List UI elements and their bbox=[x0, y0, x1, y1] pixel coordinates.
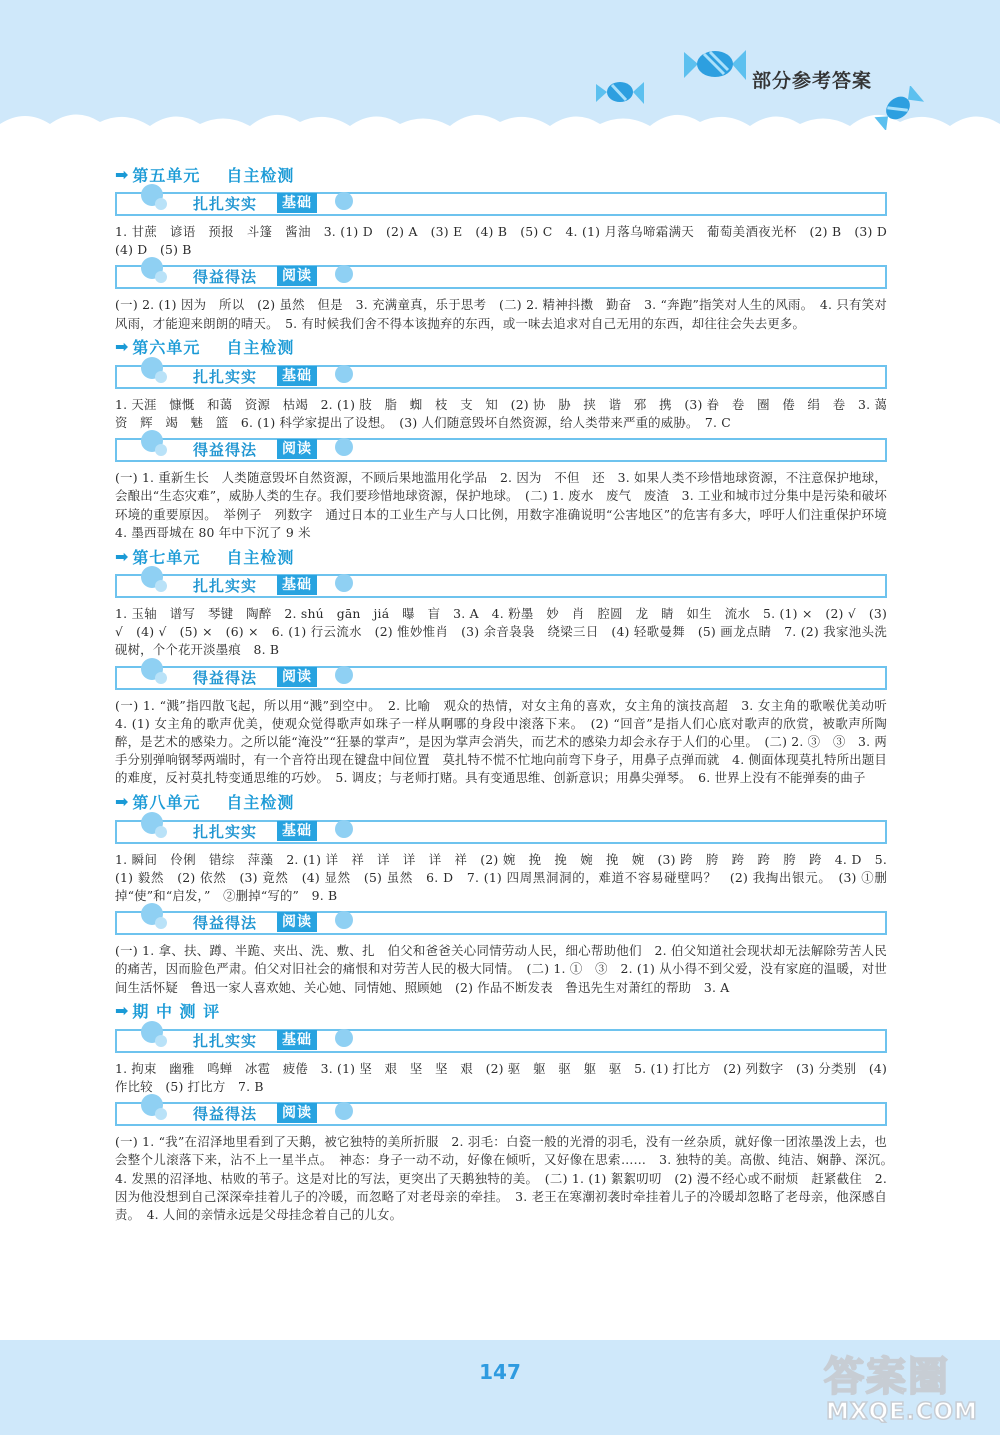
section-label: 得益得法 bbox=[193, 268, 258, 287]
section-tag: 阅读 bbox=[277, 1103, 317, 1123]
section-tag: 基础 bbox=[277, 575, 317, 595]
bubble-icon bbox=[155, 444, 167, 456]
unit-subtitle: 自主检测 bbox=[226, 165, 295, 185]
unit-title: 第八单元 bbox=[132, 793, 201, 813]
candy-icon bbox=[872, 86, 924, 130]
unit-heading bbox=[115, 999, 887, 1023]
bubble-icon bbox=[335, 1102, 353, 1120]
bubble-icon bbox=[155, 1035, 167, 1047]
unit-title: 期 中 测 评 bbox=[132, 1002, 221, 1022]
bubble-icon bbox=[155, 371, 167, 383]
section-banner bbox=[115, 265, 887, 289]
answer-paragraph: (一) 1. 重新生长 人类随意毁坏自然资源，不顾后果地滥用化学品 2. 因为 不但 还 3. 如果人类不珍惜地球资源，不注意保护地球，会酿出“生态灾难”，威胁人类的生存。我们要珍惜地球资源，保护地球。 (二) 1. 废水 废气 废渣 3. 工业和城市过分集中是污染和破坏环境的重要原因。 举例子 列数字 通过日本的工业生产与人口比例，用数字准确说明“公害地区”的危害有多大，呼吁人们注重保护环境 4. 墨西哥城在 80 年中下沉了 9 米 bbox=[115, 470, 900, 540]
section-label: 得益得法 bbox=[193, 441, 258, 460]
section-label: 扎扎实实 bbox=[193, 822, 258, 841]
answer-paragraph: (一) 2. (1) 因为 所以 (2) 虽然 但是 3. 充满童真，乐于思考 (二) 2. 精神抖擞 勤奋 3. “奔跑”指笑对人生的风雨。 4. 只有笑对风雨，才能迎来朗朗的晴天。 5. 有时候我们舍不得本该抛弃的东西，或一味去追求对自己无用的东西，却往往会失去更多。 bbox=[115, 297, 887, 331]
bubble-icon bbox=[335, 574, 353, 592]
section-tag: 基础 bbox=[277, 1030, 317, 1050]
watermark-logo bbox=[822, 1345, 992, 1430]
section-banner bbox=[115, 1102, 887, 1126]
answer-paragraph: 1. 瞬间 伶俐 错综 萍藻 2. (1) 详 祥 详 详 详 祥 (2) 婉 挽 挽 婉 挽 婉 (3) 跨 胯 跨 跨 胯 跨 4. D 5. (1) 毅然 (2) 依然 (3) 竟然 (4) 显然 (5) 虽然 6. D 7. (1) 四周黑洞洞的，难道不容易碰壁吗？ (2) 我掏出银元。 (3) ①删掉“使”和“启发，” ②删掉“写的” 9. B bbox=[115, 851, 887, 904]
answer-paragraph: 1. 甘蔗 谚语 预报 斗篷 酱油 3. (1) D (2) A (3) E (4) B (5) C 4. (1) 月落乌啼霜满天 葡萄美酒夜光杯 (2) B (3) D (4) D (5) B bbox=[115, 224, 900, 258]
bubble-icon bbox=[335, 192, 353, 210]
bubble-icon bbox=[335, 365, 353, 383]
section-label: 得益得法 bbox=[193, 668, 258, 687]
unit-title: 第七单元 bbox=[132, 547, 201, 567]
section-banner bbox=[115, 365, 887, 389]
bubble-icon bbox=[155, 917, 167, 929]
unit-title: 第五单元 bbox=[132, 165, 201, 185]
bubble-icon bbox=[155, 271, 167, 283]
arrow-right-icon: ➡ bbox=[115, 792, 129, 812]
bubble-icon bbox=[335, 911, 353, 929]
bubble-icon bbox=[155, 198, 167, 210]
section-banner bbox=[115, 911, 887, 935]
bubble-icon bbox=[155, 672, 167, 684]
unit-heading bbox=[115, 162, 887, 186]
section-tag: 基础 bbox=[277, 366, 317, 386]
answer-paragraph: (一) 1. 拿、扶、蹲、半跪、夹出、洗、敷、扎 伯父和爸爸关心同情劳动人民，细心帮助他们 2. 伯父知道社会现状却无法解除劳苦人民的痛苦，因而脸色严肃。伯父对旧社会的痛恨和对劳苦人民的极大同情。 (二) 1. ① ③ 2. (1) 从小得不到父爱，没有家庭的温暖，对世间生活怀疑 鲁迅一家人喜欢她、关心她、同情她、照顾她 (2) 作品不断发表 鲁迅先生对萧红的帮助 3. A bbox=[115, 943, 887, 995]
unit-subtitle: 自主检测 bbox=[226, 338, 295, 358]
arrow-right-icon: ➡ bbox=[115, 164, 129, 184]
bubble-icon bbox=[155, 826, 167, 838]
section-banner bbox=[115, 666, 887, 690]
answer-paragraph: 1. 拘束 幽雅 鸣蝉 冰雹 疲倦 3. (1) 坚 艰 坚 坚 艰 (2) 驱 躯 驱 躯 驱 5. (1) 打比方 (2) 列数字 (3) 分类别 (4) 作比较 (5) 打比方 7. B bbox=[115, 1060, 887, 1095]
section-tag: 阅读 bbox=[277, 667, 317, 687]
bubble-icon bbox=[335, 265, 353, 283]
unit-title: 第六单元 bbox=[132, 338, 201, 358]
section-banner bbox=[115, 574, 887, 598]
answer-paragraph: (一) 1. “我”在沼泽地里看到了天鹅，被它独特的美所折服 2. 羽毛：白瓷一般的光滑的羽毛，没有一丝杂质，就好像一团浓墨泼上去，也会整个儿滚落下来，沾不上一星半点。 神态：身子一动不动，好像在倾听，又好像在思索…… 3. 独特的美。高傲、纯洁、娴静、深沉。 4. 发黑的沼泽地、枯败的苇子。这是对比的写法，更突出了天鹅独特的美。 (二) 1. (1) 絮絮叨叨 (2) 漫不经心或不耐烦 赶紧截住 2. 因为他没想到自己深深牵挂着儿子的冷暖，而忽略了对老母亲的牵挂。 3. 老王在寒潮初袭时牵挂着儿子的冷暖却忽略了老母亲，他深感自责。 4. 人间的亲情永远是父母挂念着自己的儿女。 bbox=[115, 1134, 900, 1223]
section-tag: 阅读 bbox=[277, 439, 317, 459]
header-title: 部分参考答案 bbox=[752, 70, 873, 92]
bubble-icon bbox=[155, 580, 167, 592]
candy-icon bbox=[680, 42, 750, 90]
answer-content bbox=[115, 160, 900, 1224]
arrow-right-icon: ➡ bbox=[115, 337, 129, 357]
section-label: 得益得法 bbox=[193, 914, 258, 933]
unit-subtitle: 自主检测 bbox=[226, 793, 295, 813]
bubble-icon bbox=[335, 1029, 353, 1047]
section-banner bbox=[115, 820, 887, 844]
cloud-edge bbox=[0, 102, 1000, 142]
unit-heading bbox=[115, 790, 887, 814]
answer-paragraph: 1. 玉轴 谱写 琴键 陶醉 2. shú gān jiá 曝 盲 3. A 4. 粉墨 妙 肖 腔圆 龙 睛 如生 流水 5. (1) × (2) √ (3) √ (4) √ (5) × (6) × 6. (1) 行云流水 (2) 惟妙惟肖 (3) 余音袅袅 绕梁三日 (4) 轻歌曼舞 (5) 画龙点睛 7. (2) 我家池头洗砚树，个个花开淡墨痕 8. B bbox=[115, 606, 887, 658]
section-label: 扎扎实实 bbox=[193, 1031, 258, 1050]
unit-heading bbox=[115, 544, 887, 568]
candy-icon bbox=[594, 76, 646, 110]
section-label: 得益得法 bbox=[193, 1105, 258, 1124]
page-number: 147 bbox=[479, 1360, 521, 1384]
bubble-icon bbox=[335, 438, 353, 456]
arrow-right-icon: ➡ bbox=[115, 546, 129, 566]
answer-paragraph: (一) 1. “溅”指四散飞起，所以用“溅”到空中。 2. 比喻 观众的热情，对女主角的喜欢，女主角的演技高超 3. 女主角的歌喉优美动听 4. (1) 女主角的歌声优美，使观众觉得歌声如珠子一样从啊哪的身段中滚落下来。 (2) “回音”是指人们心底对歌声的欣赏，被歌声所陶醉，是艺术的感染力。之所以能“淹没”“狂暴的掌声”，是因为掌声会消失，而艺术的感染力却会永存于人们的心里。 (二) 2. ③ ③ 3. 两手分别弹响钢琴两端时，有一个音符出现在键盘中间位置 莫扎特不慌不忙地向前弯下身子，用鼻子点弹而就 4. 侧面体现莫扎特所出题目的难度，反衬莫扎特变通思维的巧妙。 5. 调皮；与老师打赌。具有变通思维、创新意识；用鼻尖弹琴。 6. 世界上没有不能弹奏的曲子 bbox=[115, 697, 900, 786]
section-tag: 阅读 bbox=[277, 912, 317, 932]
watermark-text: 答案圈 bbox=[824, 1354, 950, 1400]
section-banner bbox=[115, 192, 887, 216]
bubble-icon bbox=[155, 1108, 167, 1120]
unit-subtitle: 自主检测 bbox=[226, 547, 295, 567]
section-label: 扎扎实实 bbox=[193, 367, 258, 386]
cloud-edge bbox=[0, 1324, 1000, 1344]
section-banner bbox=[115, 438, 887, 462]
section-banner bbox=[115, 1029, 887, 1053]
section-tag: 阅读 bbox=[277, 266, 317, 286]
bubble-icon bbox=[335, 820, 353, 838]
unit-heading bbox=[115, 335, 887, 359]
section-label: 扎扎实实 bbox=[193, 195, 258, 213]
section-label: 扎扎实实 bbox=[193, 577, 258, 596]
arrow-right-icon: ➡ bbox=[115, 1001, 129, 1021]
watermark-url: MXQE.COM bbox=[826, 1399, 978, 1425]
bubble-icon bbox=[335, 666, 353, 684]
section-tag: 基础 bbox=[277, 821, 317, 841]
section-tag: 基础 bbox=[277, 193, 317, 213]
answer-paragraph: 1. 天涯 慷慨 和蔼 资源 枯竭 2. (1) 肢 脂 蜘 枝 支 知 (2) 协 胁 挟 谐 邪 携 (3) 眷 卷 圈 倦 绢 卷 3. 蔼 资 辉 竭 魅 篮 6. (1) 科学家提出了设想。 (3) 人们随意毁坏自然资源，给人类带来严重的威胁。 7. C bbox=[115, 396, 900, 431]
